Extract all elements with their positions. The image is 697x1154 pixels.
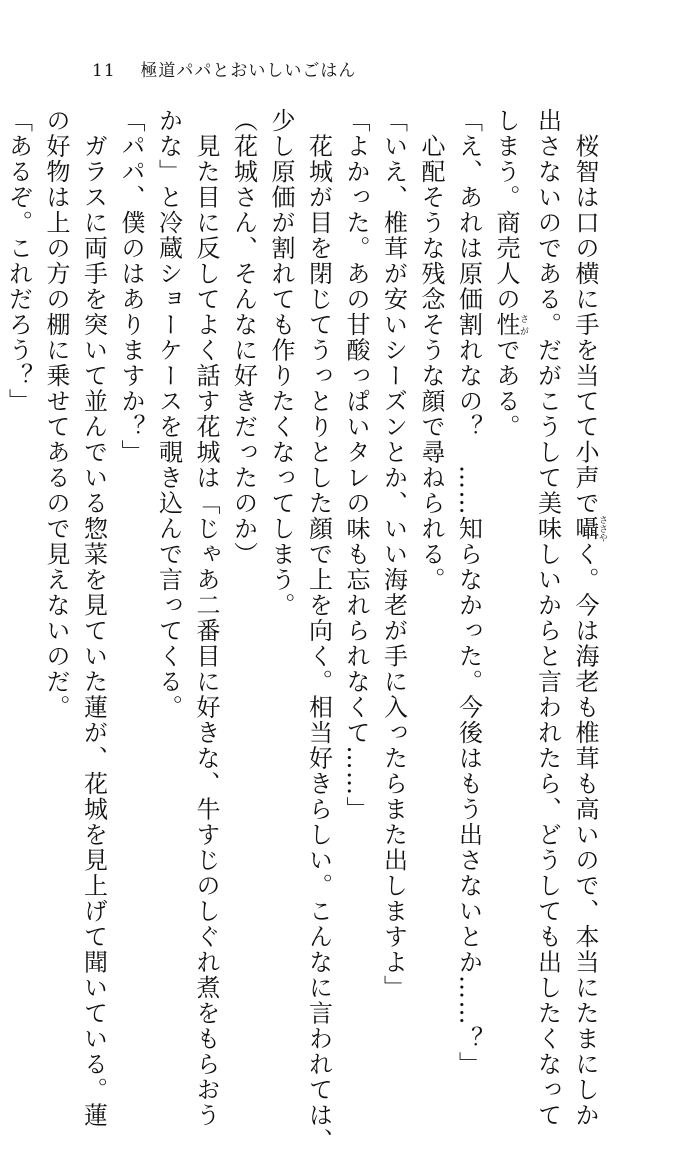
text-column-3: しまう。商売人の性さがである。 [492,108,528,440]
vertical-text-body [0,108,607,1154]
text-column-10: （花城さん、そんなに好きだったのか） [229,108,258,567]
text-column-15: の好物は上の方の棚に乗せてあるので見えないのだ。 [42,108,70,720]
book-title: 極道パパとおいしいごはん [140,61,357,81]
text-column-5: 心配そうな残念そうな顔で尋ねられる。 [417,108,445,593]
text-column-12: かな」と冷蔵ショーケースを覗き込んで言ってくる。 [154,108,183,720]
ruby-annotation: 性さが [492,312,528,338]
text-column-14: ガラスに両手を突いて並んでいる惣菜を見ていた蓮が、花城を見上げて聞いている。蓮 [79,108,108,1128]
text-column-16: 「あるぞ。これだろう？」 [4,108,33,414]
text-column-6: 「いえ、椎茸が安いシーズンとか、いい海老が手に入ったらまた出しますよ」 [379,108,408,1001]
text-column-4: 「え、あれは原価割れなの？ ……知らなかった。今後はもう出さないとか……？」 [454,108,483,1077]
text-column-1: 桜智は口の横に手を当てて小声で囁ささやく。今は海老も椎茸も高いので、本当にたまにしか [571,108,607,1128]
text-column-8: 花城が目を閉じてうっとりとした顔で上を向く。相当好きらしい。こんなに言われては、 [304,108,333,1154]
text-column-13: 「パパ、僕のはありますか？」 [117,108,145,465]
text-column-11: 見た目に反してよく話す花城は「じゃあ二番目に好きな、牛すじのしぐれ煮をもらおう [192,108,220,1128]
page-number: 11 [92,61,116,81]
text-column-9: 少し原価が割れても作りたくなってしまう。 [267,108,295,618]
text-column-7: 「よかった。あの甘酸っぱいタレの味も忘れられなくて……」 [342,108,370,822]
running-head [92,56,356,81]
text-column-2: 出さないのである。だがこうして美味しいからと言われたら、どうしても出したくなって [533,108,562,1128]
ruby-annotation: 囁ささや [571,515,607,543]
